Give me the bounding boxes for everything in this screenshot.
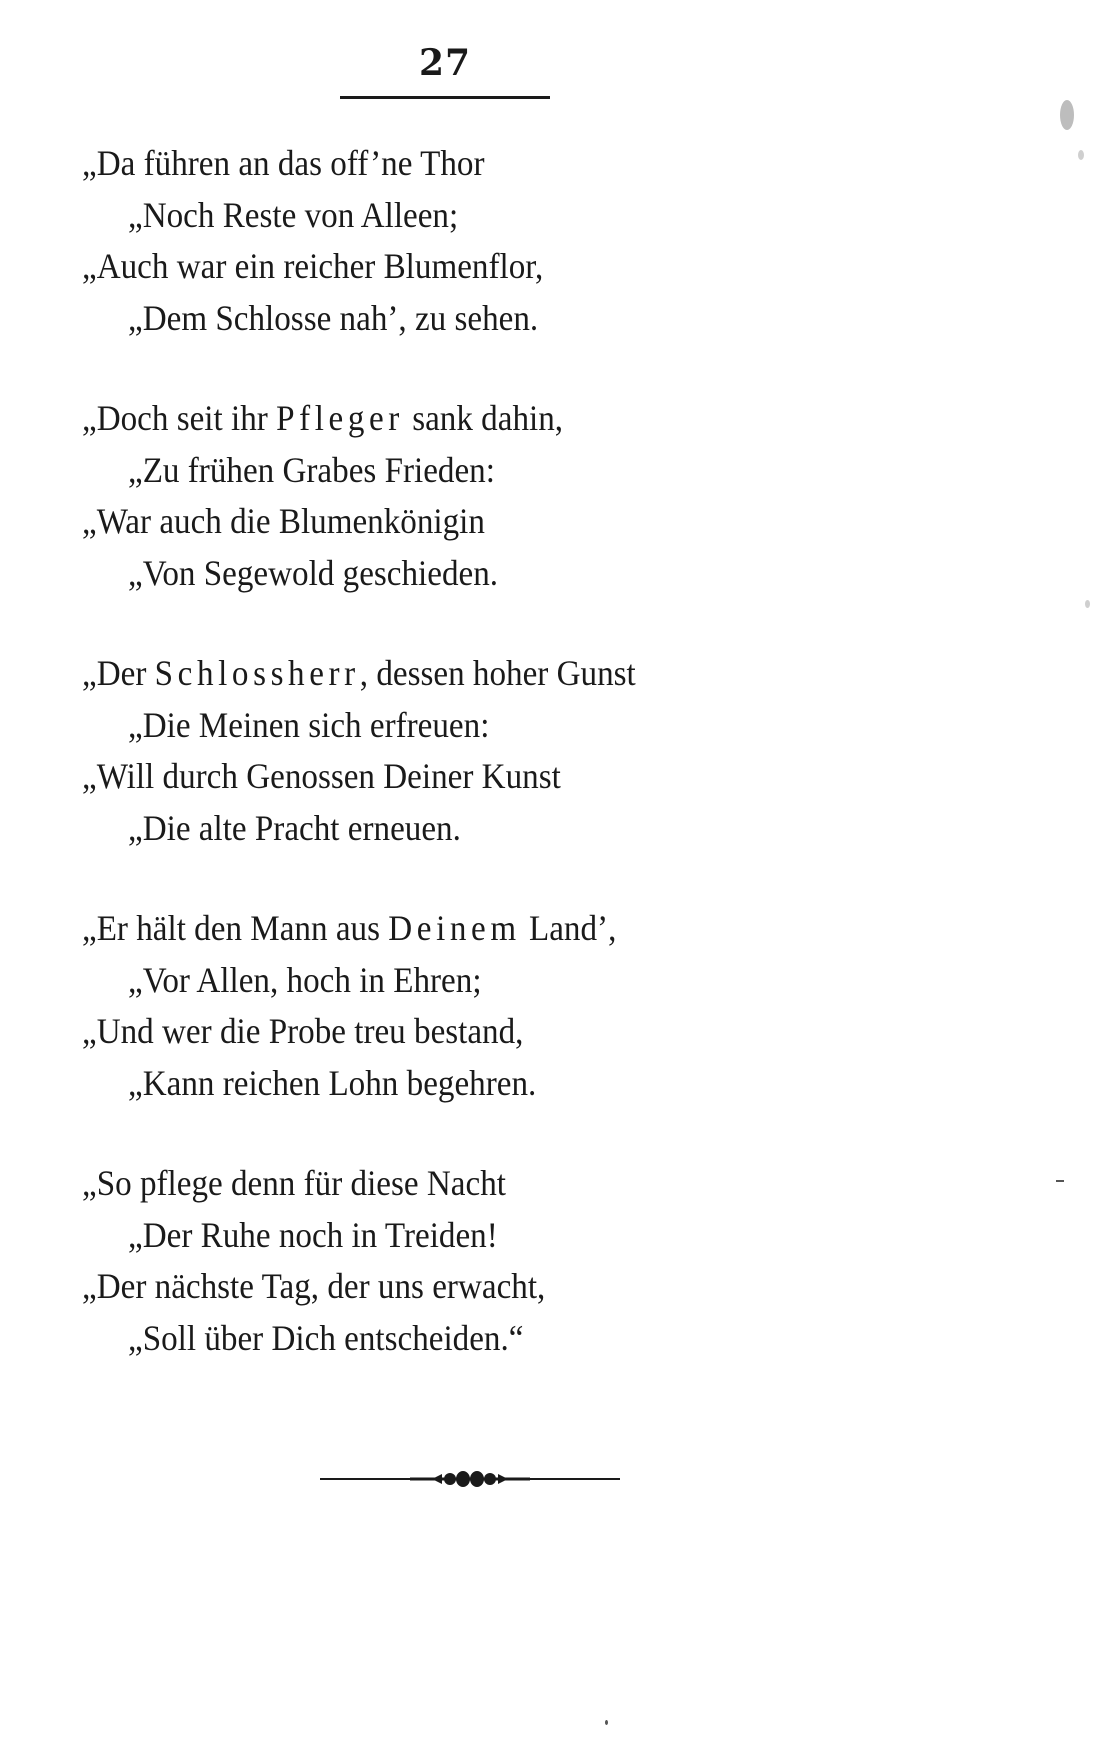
poem-line: „War auch die Blumenkönigin [82, 501, 485, 541]
paper-speck [1060, 100, 1074, 130]
poem-line: „Will durch Genossen Deiner Kunst [82, 756, 561, 796]
poem-line: „Kann reichen Lohn begehren. [128, 1062, 537, 1103]
poem-line [82, 393, 800, 445]
paper-speck [1056, 1180, 1064, 1182]
poem-line: „Und wer die Probe treu bestand, [82, 1011, 524, 1051]
stanza [82, 138, 862, 344]
poem-line: „Da führen an das off’ne Thor [82, 143, 485, 183]
line-segment: „Er hält den Mann aus [82, 908, 389, 948]
line-segment: „Doch seit ihr [82, 398, 277, 438]
poem-line [82, 903, 800, 955]
paper-speck [605, 1720, 608, 1725]
poem-line: „Soll über Dich entscheiden.“ [128, 1317, 524, 1358]
poem-line: „Dem Schlosse nah’, zu sehen. [128, 297, 539, 338]
stanza [82, 903, 862, 1109]
line-segment: sank dahin, [403, 398, 564, 438]
paper-speck [1085, 600, 1090, 608]
stanza [82, 1158, 862, 1364]
poem-line: „Der nächste Tag, der uns erwacht, [82, 1266, 546, 1306]
poem-line: „Von Segewold geschieden. [128, 552, 499, 593]
poem-line [82, 648, 800, 700]
line-segment: , dessen hoher Gunst [359, 653, 636, 693]
poem-line: „Der Ruhe noch in Treiden! [128, 1214, 498, 1255]
poem-line: „Die alte Pracht erneuen. [128, 807, 461, 848]
paper-speck [1078, 150, 1084, 160]
poem-line: „Noch Reste von Alleen; [128, 194, 459, 235]
emphasized-word: Pfleger [276, 398, 404, 438]
poem-line: „Auch war ein reicher Blumenflor, [82, 246, 544, 286]
poem-line: „Zu frühen Grabes Frieden: [128, 449, 495, 490]
line-segment: Land’, [520, 908, 617, 948]
poem-line: „So pflege denn für diese Nacht [82, 1163, 506, 1203]
poem [82, 138, 862, 1413]
ornament-icon [320, 1466, 620, 1492]
line-segment: „Der [82, 653, 155, 693]
poem-line: „Vor Allen, hoch in Ehren; [128, 959, 482, 1000]
emphasized-word: Deinem [388, 908, 521, 948]
stanza [82, 648, 862, 854]
header-rule [340, 96, 550, 99]
poem-line: „Die Meinen sich erfreuen: [128, 704, 490, 745]
emphasized-word: Schlossherr [154, 653, 360, 693]
stanza [82, 393, 862, 599]
page-number: 27 [418, 42, 472, 84]
